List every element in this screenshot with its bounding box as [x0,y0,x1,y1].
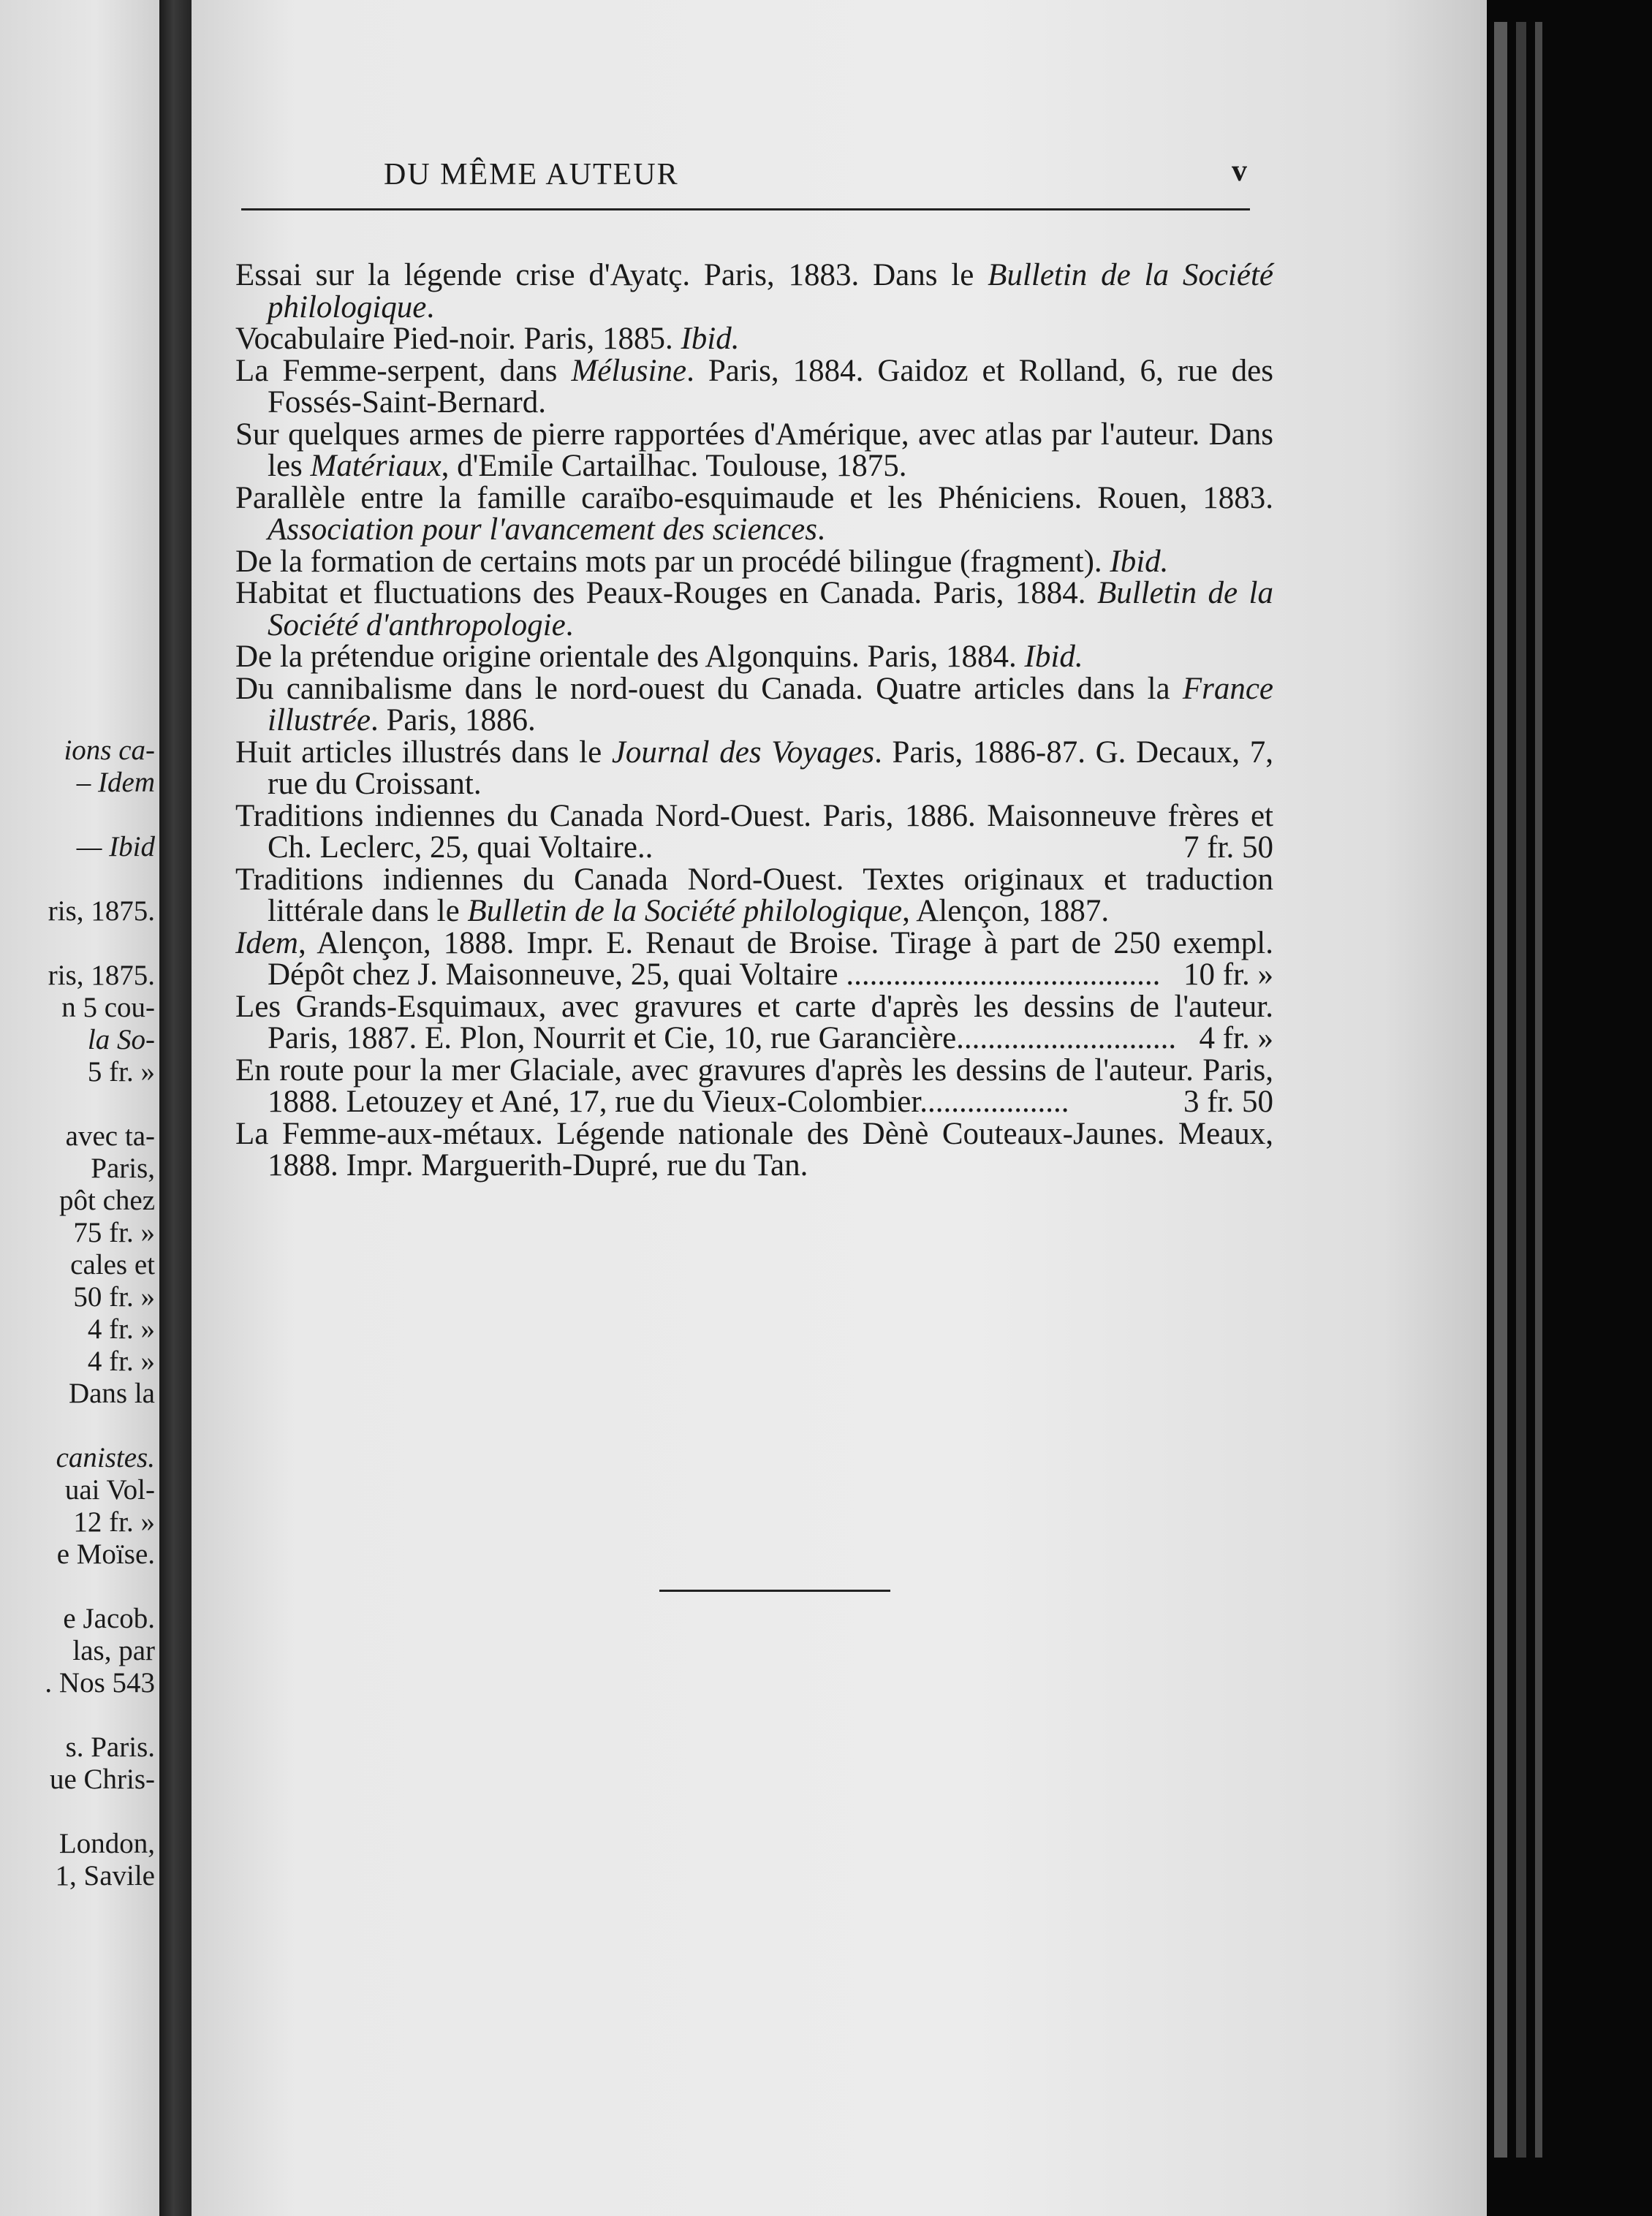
bibliography-entry: De la formation de certains mots par un procédé bilingue (fragment). Ibid. [235,544,1169,579]
bibliography-entry: Habitat et fluctuations des Peaux-Rouges en Canada. Paris, 1884. Bulletin de la Société d'anthropologie. [235,576,1273,642]
facing-page-text-line: e Moïse. [56,1538,155,1570]
facing-page-text-line: ue Chris- [49,1764,155,1795]
facing-page-text-line: ions ca- [64,735,155,766]
facing-page-text-line: – Idem [76,767,155,798]
book-gutter [159,0,194,2216]
facing-page-text-line: London, [58,1828,155,1859]
page-edges [1487,0,1652,2216]
facing-page-text-line: — Ibid [76,831,155,862]
facing-page-text-line: n 5 cou- [61,992,155,1023]
bibliography-entry: De la prétendue origine orientale des Algonquins. Paris, 1884. Ibid. [235,640,1083,674]
bibliography-entry: La Femme-aux-métaux. Légende nationale des Dènè Couteaux-Jaunes. Meaux, 1888. Impr. Marguerith-Dupré, rue du Tan. [235,1116,1273,1183]
end-rule [659,1590,890,1592]
bibliography-entry: Huit articles illustrés dans le Journal des Voyages. Paris, 1886-87. G. Decaux, 7, rue du Croissant. [235,735,1274,801]
bibliography-list [235,259,1273,1182]
bibliography-entry: En route pour la mer Glaciale, avec gravures d'après les dessins de l'auteur. Paris, 1888. Letouzey et Ané, 17, rue du Vieux-Colombier................... 3 fr. 50 [235,1052,1273,1119]
facing-page-text-line: e Jacob. [63,1603,155,1634]
page-number: v [1232,154,1247,188]
bibliography-entry: Traditions indiennes du Canada Nord-Ouest. Paris, 1886. Maisonneuve frères et Ch. Leclerc, 25, quai Voltaire.. 7 fr. 50 [235,798,1273,865]
facing-page-text-line: 5 fr. » [87,1056,155,1088]
facing-page-fragment [0,0,159,2216]
header-rule [241,208,1250,210]
facing-page-text-line: s. Paris. [65,1731,155,1763]
facing-page-text-line: . Nos 543 [45,1667,155,1699]
facing-page-text-line: 50 fr. » [73,1281,155,1313]
running-head: DU MÊME AUTEUR [384,158,679,191]
bibliography-entry: Idem, Alençon, 1888. Impr. E. Renaut de Broise. Tirage à part de 250 exempl. Dépôt chez J. Maisonneuve, 25, quai Voltaire ........................................ 10 fr. » [235,925,1273,992]
facing-page-text-line: 4 fr. » [87,1313,155,1345]
facing-page-text-line: canistes. [56,1442,155,1473]
bibliography-entry: Traditions indiennes du Canada Nord-Ouest. Textes originaux et traduction littérale dans le Bulletin de la Société philologique, Alençon, 1887. [235,862,1273,928]
facing-page-text-line: ris, 1875. [48,895,155,927]
facing-page-text-line: las, par [72,1635,155,1666]
bibliography-entry: Du cannibalisme dans le nord-ouest du Canada. Quatre articles dans la France illustrée. Paris, 1886. [235,671,1273,737]
facing-page-text-line: Paris, [91,1153,155,1184]
facing-page-text-line: la So- [87,1024,155,1055]
bibliography-entry: Les Grands-Esquimaux, avec gravures et carte d'après les dessins de l'auteur. Paris, 1887. E. Plon, Nourrit et Cie, 10, rue Garancière............................ 4 fr. » [235,989,1273,1055]
facing-page-text-line: cales et [70,1249,155,1280]
facing-page-text-line: pôt chez [58,1185,155,1216]
facing-page-text-line: ris, 1875. [48,960,155,991]
facing-page-text-line: 12 fr. » [73,1506,155,1538]
bibliography-entry: Sur quelques armes de pierre rapportées d'Amérique, avec atlas par l'auteur. Dans les Matériaux, d'Emile Cartailhac. Toulouse, 1875. [235,417,1273,483]
facing-page-text-line: Dans la [68,1378,155,1409]
bibliography-entry: Parallèle entre la famille caraïbo-esquimaude et les Phéniciens. Rouen, 1883. Association pour l'avancement des sciences. [235,480,1273,547]
page-edge-band [1535,22,1542,2158]
facing-page-text-line: 1, Savile [55,1860,155,1891]
facing-page-text-line: uai Vol- [64,1474,155,1506]
bibliography-entry: La Femme-serpent, dans Mélusine. Paris, 1884. Gaidoz et Rolland, 6, rue des Fossés-Saint-Bernard. [235,353,1274,420]
bibliography-entry: Essai sur la légende crise d'Ayatç. Paris, 1883. Dans le Bulletin de la Société philologique. [235,258,1273,325]
bibliography-entry: Vocabulaire Pied-noir. Paris, 1885. Ibid. [235,322,740,356]
page-edge-band [1494,22,1507,2158]
facing-page-text-line: avec ta- [65,1120,155,1152]
facing-page-text-line: 75 fr. » [73,1217,155,1248]
facing-page-text-line: 4 fr. » [87,1346,155,1377]
page-edge-band [1516,22,1526,2158]
